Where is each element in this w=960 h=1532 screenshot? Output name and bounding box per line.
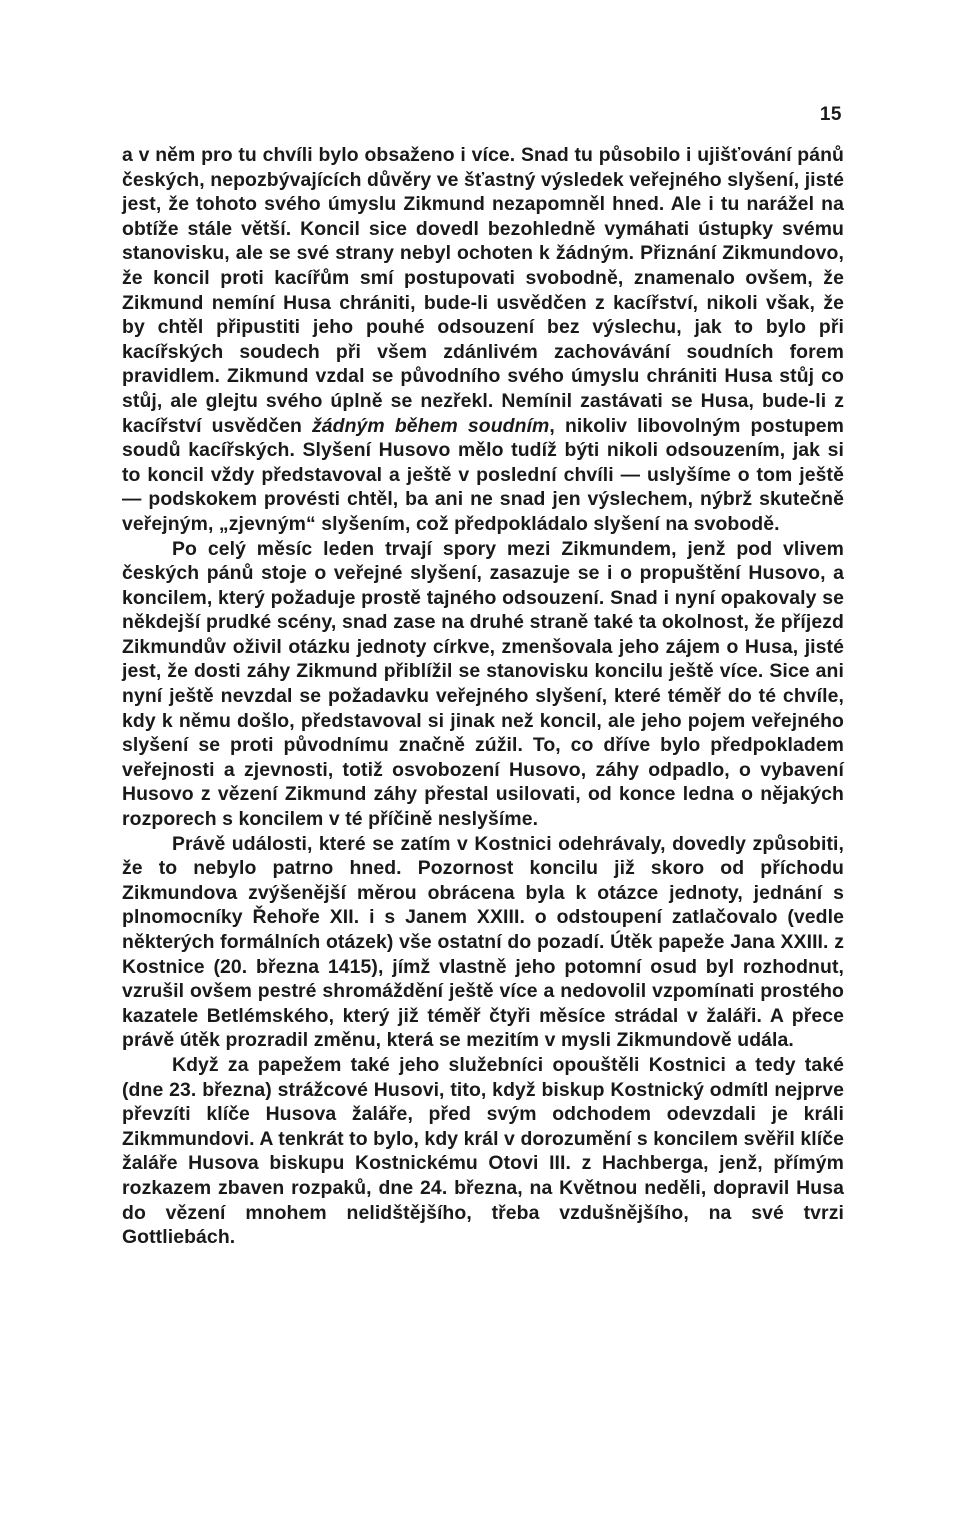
paragraph-2: Po celý měsíc leden trvají spory mezi Zikmundem, jenž pod vlivem českých pánů stoje o veřejné slyšení, zasazuje se i o propuštění Husovo, a koncilem, který požaduje prostě tajného odsouzení. Snad i nyní opakovaly se někdejší prudké scény, snad zase na druhé straně také ta okolnost, že příjezd Zikmundův oživil otázku jednoty církve, zmenšovala jeho zájem o Husa, jisté jest, že dosti záhy Zikmund přiblížil se stanovisku koncilu ještě více. Sice ani nyní ještě nevzdal se požadavku veřejného slyšení, které téměř do té chvíle, kdy k němu došlo, představoval si jinak než koncil, ale jeho pojem veřejného slyšení se proti původnímu značně zúžil. To, co dříve bylo předpokladem veřejnosti a zjevnosti, totiž osvobození Husovo, záhy odpadlo, o vybavení Husovo z vězení Zikmund záhy přestal usilovati, od konce ledna o nějakých rozporech s koncilem v té příčině neslyšíme.	[122, 537, 844, 831]
paragraph-3: Právě události, které se zatím v Kostnici odehrávaly, dovedly způsobiti, že to nebylo patrno hned. Pozornost koncilu již skoro od příchodu Zikmundova zvýšenější měrou obrácena byla k otázce jednoty, jednání s plnomocníky Řehoře XII. i s Janem XXIII. o odstoupení zatlačovalo (vedle některých formálních otázek) vše ostatní do pozadí. Útěk papeže Jana XXIII. z Kostnice (20. března 1415), jímž vlastně jeho potomní osud byl rozhodnut, vzrušil ovšem pestré shromáždění ještě více a nedovolil vzpomínati prostého kazatele Betlémského, který již téměř čtyři měsíce strádal v žaláři. A přece právě útěk prozradil změnu, která se mezitím v mysli Zikmundově udála.	[122, 832, 844, 1052]
paragraph-4: Když za papežem také jeho služebníci opouštěli Kostnici a tedy také (dne 23. března) strážcové Husovi, tito, když biskup Kostnický odmítl nejprve převzíti klíče Husova žaláře, před svým odchodem odevzdali je králi Zikmmundovi. A tenkrát to bylo, kdy král v dorozumění s koncilem svěřil klíče žaláře Husova biskupu Kostnickému Otovi III. z Hachberga, jenž, přímým rozkazem zbaven rozpaků, dne 24. března, na Květnou neděli, dopravil Husa do vězení mnohem nelidštějšího, třeba vzdušnějšího, na své tvrzi Gottliebách.	[122, 1053, 844, 1249]
page-number: 15	[819, 104, 842, 125]
paragraph-1-text-a: a v něm pro tu chvíli bylo obsaženo i více. Snad tu působilo i ujišťování pánů českých, nepozbývajících důvěry ve šťastný výsledek veřejného slyšení, jisté jest, že tohoto svého úmyslu Zikmund nezapomněl hned. Ale i tu narážel na obtíže stále větší. Koncil sice dovedl bezohledně vymáhati ústupky svému stanovisku, ale se své strany nebyl ochoten k žádným. Přiznání Zikmundovo, že koncil proti kacířům smí postupovati svobodně, znamenalo ovšem, že Zikmund nemíní Husa chrániti, bude-li usvědčen z kacířství, nikoli však, že by chtěl připustiti jeho pouhé odsouzení bez výslechu, jak to bylo při kacířských soudech při všem zdánlivém zachovávání soudních forem pravidlem. Zikmund vzdal se původního svého úmyslu chrániti Husa stůj co stůj, ale glejtu svého úplně se nezřekl. Nemínil zastávati se Husa, bude-li z kacířství usvědčen	[122, 144, 844, 437]
paragraph-1	[122, 143, 844, 537]
paragraph-1-text-b: , nikoliv libovolným postupem soudů kacířských. Slyšení Husovo mělo tudíž býti nikoli odsouzením, jak si to koncil vždy představoval a ještě v poslední chvíli — uslyšíme o tom ještě — podskokem provésti chtěl, ba ani ne snad jen výslechem, nýbrž skutečně veřejným, „zjevným“ slyšením, což předpokládalo slyšení na svobodě.	[122, 414, 844, 535]
body-text	[122, 143, 844, 1250]
paragraph-1-emphasis: žádným během soudním	[311, 414, 550, 437]
